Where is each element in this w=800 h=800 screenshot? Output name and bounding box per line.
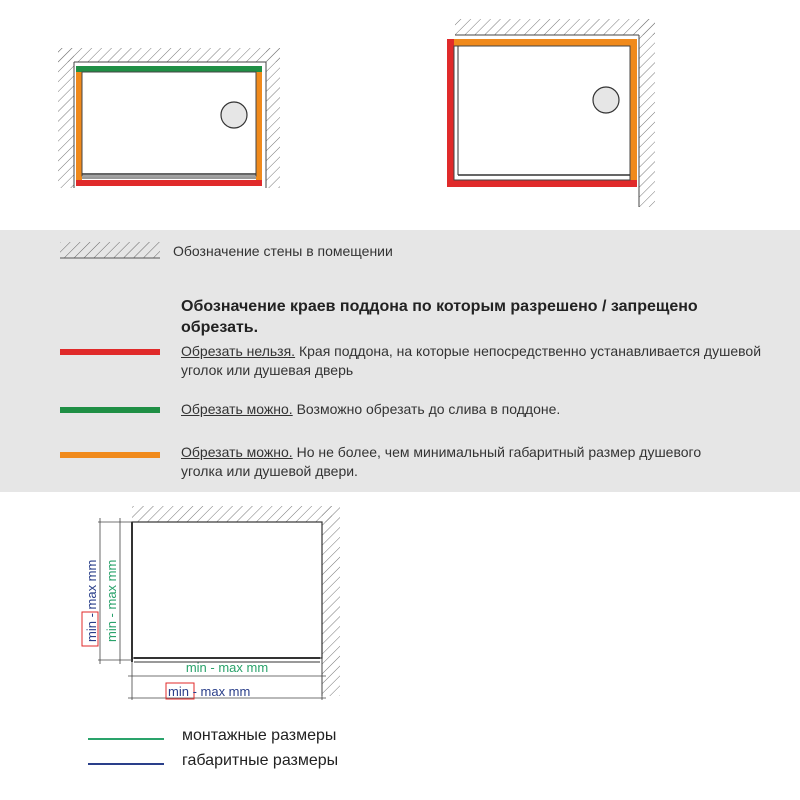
legend-item-link: Обрезать нельзя. [181, 343, 296, 359]
wall-right [639, 19, 655, 207]
edge-bottom-red [447, 180, 637, 187]
drain-icon [593, 87, 619, 113]
dimension-diagram [70, 500, 370, 710]
legend-item-link: Обрезать можно. [181, 401, 293, 417]
edge-right-orange [256, 72, 262, 184]
wall-legend-label: Обозначение стены в помещении [173, 243, 393, 259]
legend-item-text: Возможно обрезать до слива в поддоне. [292, 401, 561, 417]
overall-dim-label-horizontal [168, 684, 250, 699]
wall-right [266, 48, 280, 188]
edge-right-orange [630, 39, 637, 187]
overall-dim-rest: - max mm [188, 684, 251, 699]
legend-item-text: Но не более, чем минимальный габаритный размер душевого уголка или душевой двери. [181, 444, 702, 479]
legend-bar-orange [60, 452, 160, 458]
legend-item-forbidden [181, 342, 771, 380]
edge-top-green [76, 66, 262, 72]
edge-left-orange [76, 72, 82, 184]
install-dim-legend-line [88, 738, 164, 740]
overall-dim-min: min [84, 621, 99, 642]
install-dim-legend-label: монтажные размеры [182, 727, 337, 744]
edge-bottom-red [76, 180, 262, 186]
overall-dim-legend-line [88, 763, 164, 765]
legend-item-allowed-limited [181, 443, 721, 481]
tray-diagram-right [425, 15, 665, 210]
wall-left [58, 48, 74, 188]
overall-dim-legend-label: габаритные размеры [182, 752, 339, 769]
legend-heading: Обозначение краев поддона по которым разрешено / запрещено обрезать. [181, 298, 698, 336]
overall-dim-label-vertical [84, 560, 99, 642]
wall-top [58, 48, 280, 62]
edge-top-orange [447, 39, 637, 46]
tray-diagram-left [50, 40, 290, 200]
legend-item-text: Края поддона, на которые непосредственно устанавливается душевой уголок или душевая дверь [181, 343, 762, 378]
wall-hatch-sample [60, 242, 160, 260]
legend-bar-green [60, 407, 160, 413]
legend-bar-red [60, 349, 160, 355]
overall-dim-rest: - max mm [84, 559, 99, 622]
legend-item-allowed [181, 400, 771, 419]
drain-icon [221, 102, 247, 128]
install-dim-label-horizontal: min - max mm [185, 660, 269, 675]
wall-right [322, 506, 340, 696]
install-dim-label-vertical: min - max mm [104, 559, 119, 642]
wall-top [455, 19, 655, 35]
legend-item-link: Обрезать можно. [181, 444, 293, 460]
wall-top [132, 506, 332, 522]
edge-left-red [447, 39, 454, 187]
overall-dim-min: min [168, 684, 189, 699]
